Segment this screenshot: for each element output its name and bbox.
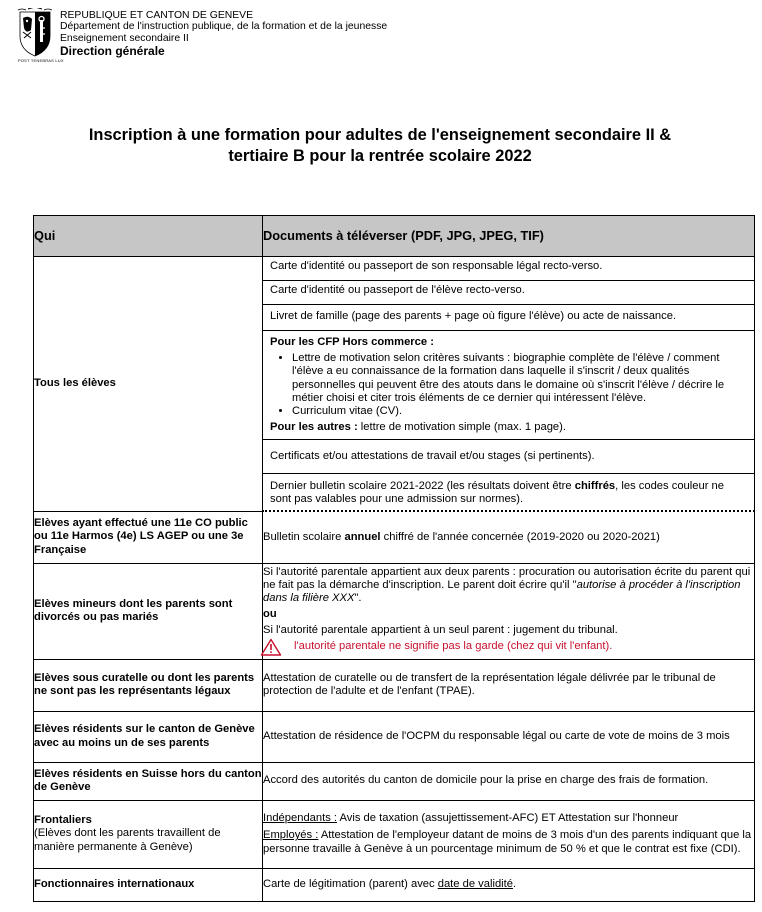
employes-detail: Attestation de l'employeur datant de moins de 3 mois d'un des parents indiquant que la personne travaille à Genève à un pourcentage minimum de 50 % et que le contrat est fixe (CDI).	[263, 829, 752, 855]
bulletin-text-c: , les codes couleur ne sont pas valables pour une admission sur normes).	[270, 479, 724, 505]
cfp-title: Pour les CFP Hors commerce :	[270, 336, 434, 348]
independants-label: Indépendants :	[263, 812, 338, 825]
list-item: • Curriculum vitae (CV).	[292, 405, 747, 418]
title-line-2: tertiaire B pour la rentrée scolaire 2022	[228, 147, 532, 165]
bulletin-annuel-a: Bulletin scolaire	[263, 530, 345, 543]
independants-detail: Avis de taxation (assujettissement-AFC) ET Attestation sur l'honneur	[337, 812, 679, 825]
table-row	[34, 563, 755, 659]
documents-cell	[263, 563, 755, 659]
qui-cell: Fonctionnaires internationaux	[34, 868, 263, 901]
department-name: Département de l'instruction publique, de la formation et de la jeunesse	[60, 21, 388, 33]
document-item: Certificats et/ou attestations de travail et/ou stages (si pertinents).	[263, 440, 754, 473]
qui-cell: Elèves résidents en Suisse hors du canton de Genève	[34, 762, 263, 800]
direction-name: Direction générale	[60, 44, 165, 59]
letterhead	[14, 8, 614, 68]
document-item: Carte d'identité ou passeport de l'élève recto-verso.	[263, 281, 754, 305]
table-row	[34, 762, 755, 800]
crest-motto: POST TENEBRAS LUX	[18, 58, 64, 63]
employes-label: Employés :	[263, 829, 319, 842]
documents-cell	[263, 511, 755, 563]
column-header-documents: Documents à téléverser (PDF, JPG, JPEG, TIF)	[263, 216, 755, 257]
list-item: • Lettre de motivation selon critères suivants : biographie complète de l'élève / comment l'élève a eu connaissance de la formation dans laquelle il s'inscrit / deux qualités personnelles qui peuvent être des atouts dans le domaine où s'inscrit l'élève / décrire le métier choisi et citer trois éléments de ce dernier qui intéressent l'élève.	[292, 352, 747, 405]
service-name: Enseignement secondaire II	[60, 32, 189, 44]
table-row	[34, 257, 755, 512]
one-parent-text: Si l'autorité parentale appartient à un seul parent : jugement du tribunal.	[263, 624, 618, 637]
autres-detail: lettre de motivation simple (max. 1 page).	[357, 421, 566, 434]
documents-cell	[263, 800, 755, 868]
warning-note	[263, 638, 754, 656]
documents-cell	[263, 257, 755, 512]
two-parents-b: autorise à procéder à l'inscription dans la filière XXX	[263, 578, 741, 604]
table-row	[34, 659, 755, 711]
document-item: Carte d'identité ou passeport de son responsable légal recto-verso.	[263, 257, 754, 281]
employes-text	[263, 829, 754, 855]
qui-cell: Elèves ayant effectué une 11e CO public ou 11e Harmos (4e) LS AGEP ou une 3e Française	[34, 511, 263, 563]
document-item: Livret de famille (page des parents + page où figure l'élève) ou acte de naissance.	[263, 305, 754, 331]
ou-separator: ou	[263, 608, 277, 621]
republic-name: REPUBLIQUE ET CANTON DE GENEVE	[60, 10, 254, 21]
letterhead-text	[60, 10, 387, 58]
geneva-crest-icon	[14, 8, 56, 60]
warning-triangle-icon	[260, 638, 282, 656]
qui-cell: Tous les élèves	[34, 257, 263, 512]
warning-text: l'autorité parentale ne signifie pas la garde (chez qui vit l'enfant).	[294, 639, 613, 652]
bulletin-annuel-c: chiffré de l'année concernée (2019-2020 ou 2020-2021)	[380, 530, 660, 543]
documents-cell: Attestation de curatelle ou de transfert de la représentation légale délivrée par le tribunal de protection de l'adulte et de l'enfant (TPAE).	[263, 659, 755, 711]
table-row	[34, 800, 755, 868]
bulletin-annuel-b: annuel	[344, 530, 381, 543]
document-item-motivation	[263, 331, 754, 440]
independants-text	[263, 812, 754, 825]
page-title	[40, 125, 720, 167]
two-parents-text	[263, 566, 754, 606]
autres-label: Pour les autres :	[270, 421, 358, 434]
frontaliers-subtitle: (Elèves dont les parents travaillent de manière permanente à Genève)	[34, 827, 221, 853]
two-parents-a: Si l'autorité parentale appartient aux deux parents : procuration ou autorisation écrite du parent qui ne fait pas la démarche d'inscription. Le parent doit écrire qu'il "	[263, 565, 751, 591]
title-line-1: Inscription à une formation pour adultes de l'enseignement secondaire II &	[88, 126, 672, 144]
qui-cell: Elèves sous curatelle ou dont les parents ne sont pas les représentants légaux	[34, 659, 263, 711]
legitimation-b: date de validité	[437, 877, 513, 890]
criteria-list	[270, 352, 747, 418]
legitimation-c: .	[513, 877, 517, 890]
table-row	[34, 711, 755, 762]
bulletin-text-a: Dernier bulletin scolaire 2021-2022 (les résultats doivent être	[270, 479, 575, 492]
qui-cell: Elèves résidents sur le canton de Genève avec au moins un de ses parents	[34, 711, 263, 762]
legitimation-a: Carte de légitimation (parent) avec	[263, 877, 438, 890]
two-parents-c: ".	[354, 591, 362, 604]
table-header-row	[34, 216, 755, 257]
documents-cell: Attestation de résidence de l'OCPM du responsable légal ou carte de vote de moins de 3 mois	[263, 711, 755, 762]
documents-cell: Accord des autorités du canton de domicile pour la prise en charge des frais de formation.	[263, 762, 755, 800]
autres-text	[270, 421, 747, 434]
documents-table	[33, 215, 755, 902]
bulletin-text-b: chiffrés	[574, 479, 616, 492]
table-row	[34, 511, 755, 563]
frontaliers-title: Frontaliers	[34, 814, 92, 827]
qui-cell: Elèves mineurs dont les parents sont divorcés ou pas mariés	[34, 563, 263, 659]
documents-cell	[263, 868, 755, 901]
table-row	[34, 868, 755, 901]
qui-cell	[34, 800, 263, 868]
document-item-bulletin	[263, 474, 754, 510]
column-header-qui: Qui	[34, 216, 263, 257]
